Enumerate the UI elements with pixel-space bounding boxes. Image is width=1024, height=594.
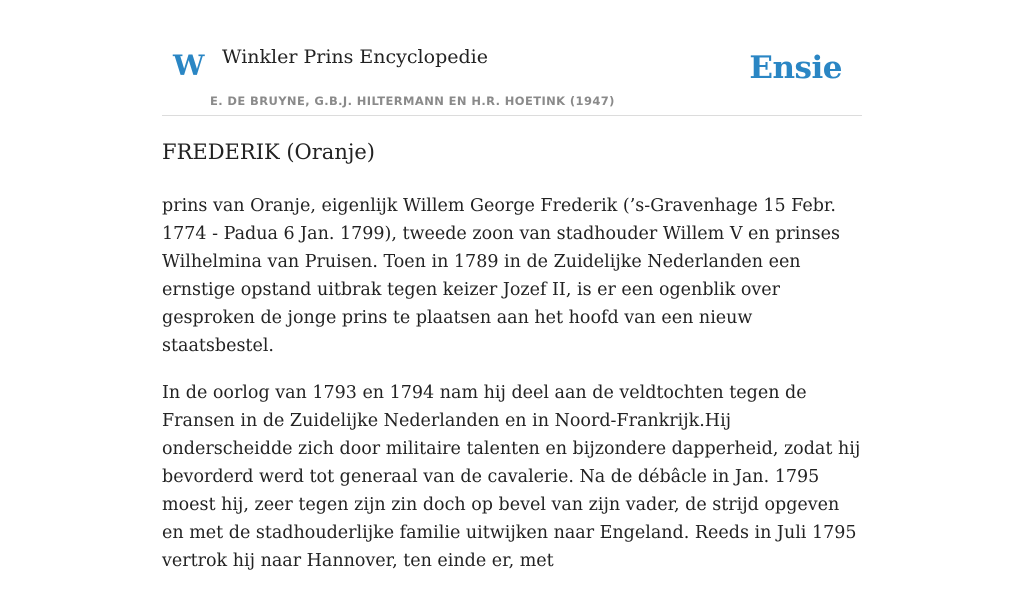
winkler-prins-logo[interactable]: W <box>173 49 205 82</box>
ensie-brand-logo[interactable]: Ensie <box>749 50 842 86</box>
site-header <box>162 0 862 116</box>
page <box>162 0 862 571</box>
article-paragraph: prins van Oranje, eigenlijk Willem George Frederik (’s-Gravenhage 15 Febr. 1774 - Padua 6 Jan. 1799), tweede zoon van stadhouder Willem V en prinses Wilhelmina van Pruisen. Toen in 1789 in de Zuidelijke Nederlanden een ernstige opstand uitbrak tegen keizer Jozef II, is er een ogenblik over gesproken de jonge prins te plaatsen aan het hoofd van een nieuw staatsbestel. <box>162 196 840 356</box>
article-title: FREDERIK (Oranje) <box>162 140 375 164</box>
article-body <box>162 192 862 594</box>
authors-line: E. DE BRUYNE, G.B.J. HILTERMANN EN H.R. HOETINK (1947) <box>210 94 615 108</box>
site-title-link[interactable]: Winkler Prins Encyclopedie <box>222 46 488 68</box>
article-paragraph: In de oorlog van 1793 en 1794 nam hij deel aan de veldtochten tegen de Fransen in de Zuidelijke Nederlanden en in Noord-Frankrijk.Hij onderscheidde zich door militaire talenten en bijzondere dapperheid, zodat hij bevorderd werd tot generaal van de cavalerie. Na de débâcle in Jan. 1795 moest hij, zeer tegen zijn zin doch op bevel van zijn vader, de strijd opgeven en met de stadhouderlijke familie uitwijken naar Engeland. Reeds in Juli 1795 vertrok hij naar Hannover, ten einde er, met <box>162 383 861 571</box>
